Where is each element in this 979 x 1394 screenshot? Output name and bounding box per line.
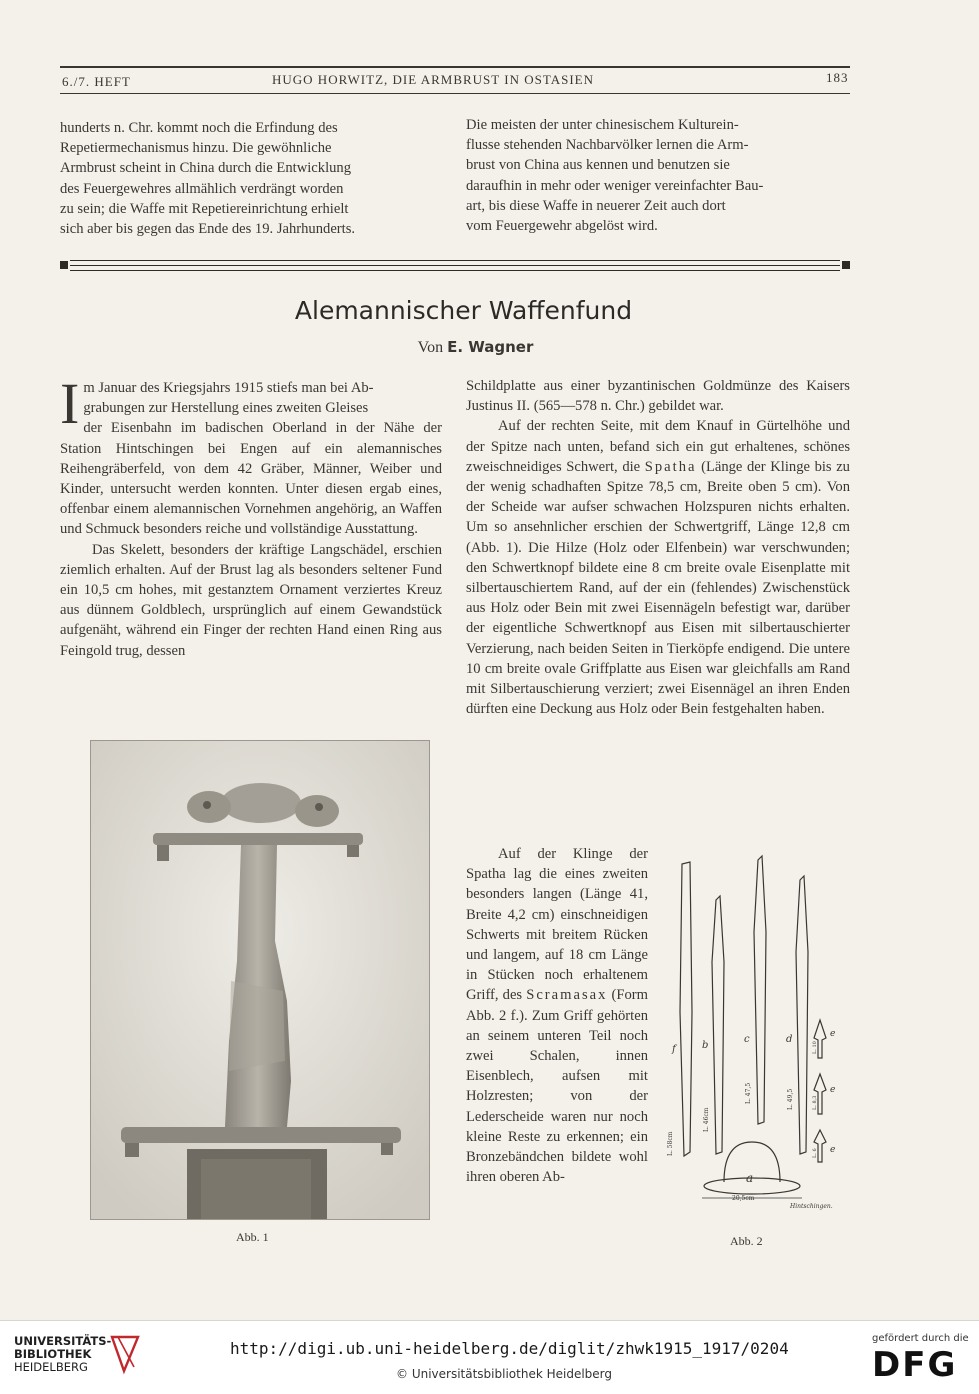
label-len-f: L. 58cm <box>667 1131 674 1156</box>
label-a: a <box>746 1171 754 1185</box>
prev-article-col1 <box>60 118 442 239</box>
section-separator <box>60 258 850 272</box>
figure-1-caption: Abb. 1 <box>236 1230 269 1244</box>
prev-col1-line: Armbrust scheint in China durch die Entwicklung <box>60 160 352 177</box>
paragraph: Schildplatte aus einer byzantinischen Goldmünze des Kaisers Justinus II. (565—578 n. Chr.) gebildet war. <box>466 378 850 415</box>
dfg-logo[interactable]: DFG <box>872 1345 958 1385</box>
text: Auf der Klinge der Spatha lag die eines zweiten besonders langen (Länge 41, Breite 4,2 cm) einschneidigen Schwerts mit breitem Rücken und langem, auf 18 cm Länge in Stücken noch erhaltenem Griff, des <box>466 846 648 1004</box>
header-top-rule <box>60 66 850 68</box>
label-len-d: L. 49,5 <box>787 1088 794 1110</box>
byline-prefix: Von <box>417 339 444 356</box>
text: Auf der rechten Seite, mit dem Knauf in Gürtelhöhe und der Spitze nach unten, befand sich ein gut erhaltenes, schönes zweischneidiges Schwert, die <box>466 418 850 475</box>
term-scramasax: Scramasax <box>526 987 608 1004</box>
header-page-number: 183 <box>826 70 849 85</box>
label-len-b: L. 46cm <box>703 1107 710 1132</box>
article-title: Alemannischer Waffenfund <box>294 296 633 325</box>
library-footer <box>0 1320 979 1394</box>
header-bottom-rule <box>60 93 850 94</box>
figure-2-caption: Abb. 2 <box>730 1234 763 1248</box>
label-f: f <box>672 1044 676 1055</box>
label-b: b <box>702 1040 709 1051</box>
paragraph <box>466 844 648 1187</box>
prev-article-col2 <box>466 115 850 236</box>
ub-heidelberg-logo[interactable] <box>14 1335 144 1379</box>
label-place: Hintschingen. <box>790 1203 833 1210</box>
prev-col2-line: art, bis diese Waffe in neuerer Zeit auch dort <box>466 197 726 214</box>
ub-logo-mark-icon <box>108 1331 142 1375</box>
p1-line: grabungen zur Herstellung eines zweiten Gleises <box>83 400 369 417</box>
label-len-c: L. 47,5 <box>745 1082 752 1104</box>
text: (Länge der Klinge bis zu der wenig schadhaften Spitze 78,5 cm, Breite oben 5 cm). Von der Scheide war aufser schwachen Holzspuren nichts erhalten. Um so ansehnlicher erschien der Schwertgriff, Länge 12,8 cm (Abb. 1). Die Hilze (Holz oder Elfenbein) war verschwunden; den Schwertknopf bildete eine 8 cm breite ovale Eisenplatte mit silbertauschiertem Rand, auf der ein (fehlendes) Zwischenstück aus Holz oder Bein mit zwei Eisennägeln befestigt war, darüber der eigentliche Schwertknopf aus Eisen mit silbertauschierter Verzierung, nach beiden Seiten in Tierköpfe endigend. Die untere 10 cm breite ovale Griffplatte aus Eisen war gleichfalls am Rand mit Silbertauschierung verziert; zwei Eisennägel an ihren Enden dürften eine Deckung aus Holz oder Bein festgehalten haben. <box>466 458 850 718</box>
logo-line2: BIBLIOTHEK <box>14 1347 92 1361</box>
label-c: c <box>744 1034 750 1045</box>
article-col1 <box>60 371 442 661</box>
prev-col1-line: hunderts n. Chr. kommt noch die Erfindung des <box>60 120 338 136</box>
logo-line3: HEIDELBERG <box>14 1360 88 1374</box>
label-e: e <box>830 1145 836 1155</box>
label-shield-width: 20,5cm <box>732 1195 755 1202</box>
header-running-title: HUGO HORWITZ, DIE ARMBRUST IN OSTASIEN <box>272 72 595 87</box>
article-col2-narrow <box>466 844 648 1187</box>
label-e: e <box>830 1085 836 1095</box>
weapons-drawing <box>662 852 852 1222</box>
paragraph: Das Skelett, besonders der kräftige Langschädel, erschien ziemlich erhalten. Auf der Brust lag als besonders seltener Fund ein 10,5 cm hohes, mit gestanztem Ornament verziertes Kreuz aus dünnem Goldblech, ursprünglich auf einem Gewandstück aufgenäht, während ein Finger der rechten Hand einen Ring aus Feingold trug, dessen <box>60 541 442 659</box>
figure-1-photo <box>90 740 430 1220</box>
prev-col2-line: flusse stehenden Nachbarvölker lernen die Arm- <box>466 137 749 154</box>
article-author: E. Wagner <box>447 338 534 356</box>
prev-col1-line: zu sein; die Waffe mit Repetiereinrichtung erhielt <box>60 200 349 217</box>
paragraph <box>60 371 442 540</box>
funding-note: gefördert durch die <box>872 1333 969 1344</box>
p1-line: m Januar des Kriegsjahrs 1915 stiefs man bei Ab- <box>83 380 374 396</box>
label-len-e1: L. 10 <box>812 1041 818 1054</box>
article-byline <box>0 338 965 357</box>
drop-cap: I <box>60 371 80 436</box>
prev-col2-line: vom Feuergewehr abgelöst wird. <box>466 218 658 235</box>
figure-2-drawing <box>662 852 852 1222</box>
paragraph <box>466 416 850 719</box>
prev-col1-line: sich aber bis gegen das Ende des 19. Jahrhunderts. <box>60 221 356 238</box>
p1-line: der Eisenbahn im badischen Oberland in der <box>83 420 375 437</box>
label-e: e <box>830 1029 836 1039</box>
prev-col2-line: Die meisten der unter chinesischem Kulturein- <box>466 117 739 133</box>
label-d: d <box>786 1034 793 1045</box>
prev-col1-line: des Feuergewehres allmählich verdrängt worden <box>60 180 344 197</box>
copyright-notice: © Universitätsbibliothek Heidelberg <box>396 1367 613 1381</box>
label-len-e2: L. 8,3 <box>812 1095 818 1110</box>
term-spatha: Spatha <box>644 458 697 475</box>
prev-col2-line: brust von China aus kennen und benutzen sie <box>466 157 730 174</box>
logo-line1: UNIVERSITÄTS- <box>14 1334 112 1348</box>
article-col2 <box>466 376 850 719</box>
prev-col2-line: daraufhin in mehr oder weniger vereinfachter Bau- <box>466 177 764 194</box>
prev-col1-line: Repetiermechanismus hinzu. Die gewöhnliche <box>60 140 332 157</box>
text: (Form Abb. 2 f.). Zum Griff gehörten an seinem unteren Teil noch zwei Schalen, innen Eisenblech, aufsen mit Holzresten; von der Lederscheide waren nur noch kleine Reste zu erkennen; ein Bronzebändchen bildete wohl ihren oberen Ab- <box>466 987 648 1186</box>
p1-rest: Nähe der Station Hintschingen bei Engen auf ein alemannisches Reihengräberfeld, von dem 42 Gräber, Männer, Weiber und Kinder, untersucht werden konnten. Unter diesen ergab eines, offenbar einem alemannischen Vornehmen angehörig, an Waffen und Schmuck besonders reiche und vollständige Ausstattung. <box>60 420 442 538</box>
permalink-url[interactable]: http://digi.ub.uni-heidelberg.de/diglit/zhwk1915_1917/0204 <box>230 1339 789 1358</box>
sword-hilt-photo <box>91 741 429 1219</box>
header-issue: 6./7. HEFT <box>62 74 131 89</box>
label-len-e3: L. 6 <box>812 1148 818 1158</box>
